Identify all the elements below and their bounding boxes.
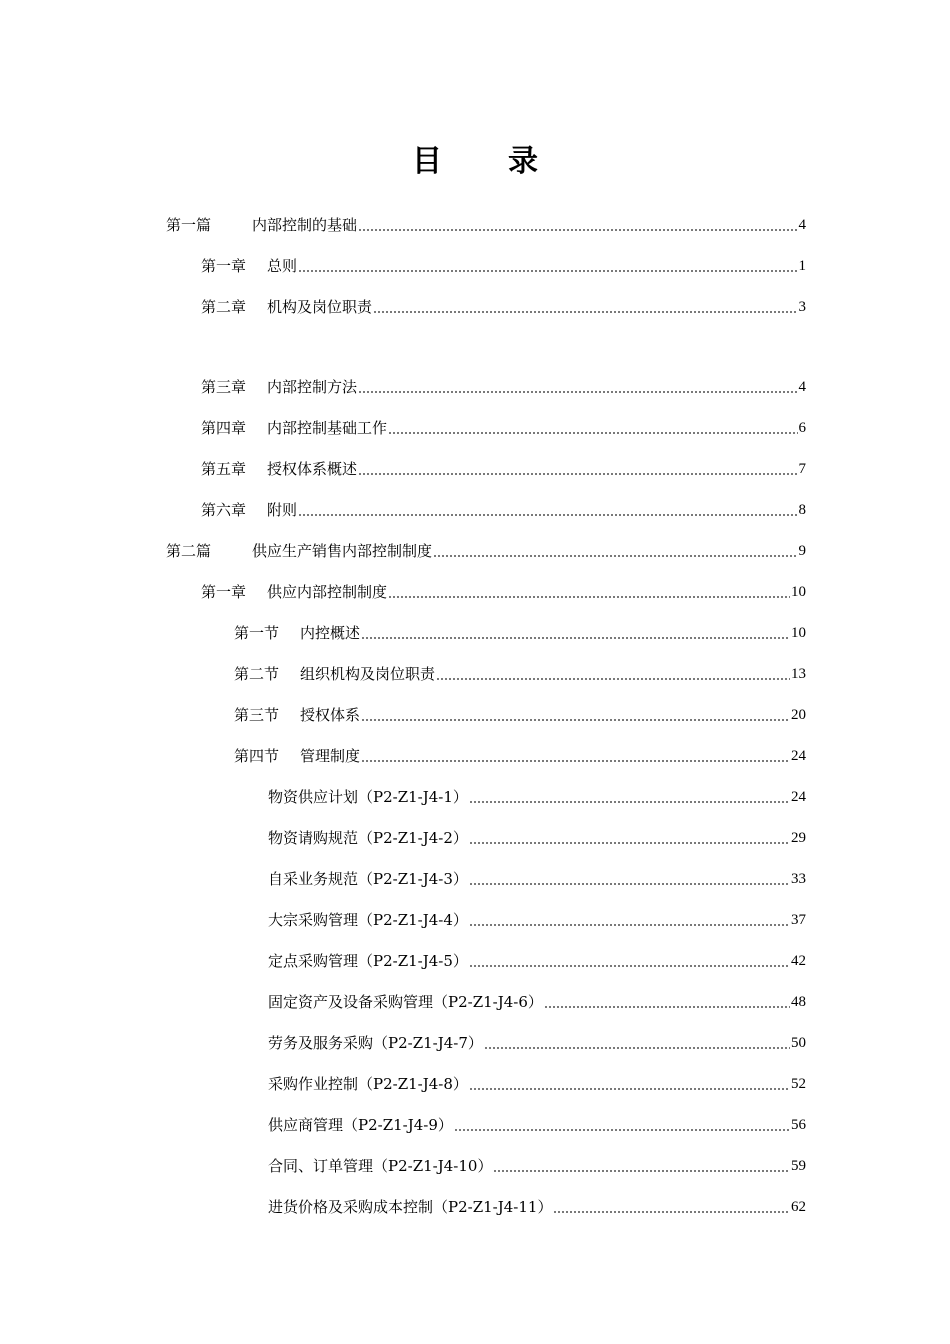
dot-leader [469,869,790,889]
toc-entry[interactable] [234,735,806,776]
toc-entry-label: 大宗采购管理（P2-Z1-J4-4） [268,910,468,929]
toc-entry-label: 劳务及服务采购（P2-Z1-J4-7） [268,1033,483,1052]
toc-entry-number: 第五章 [201,459,247,478]
toc-entry-label: 总则 [267,256,298,275]
dot-leader [358,377,797,397]
toc-entry-page: 6 [798,419,806,436]
toc-entry[interactable] [234,612,806,653]
dot-leader [469,910,790,930]
toc-entry-label: 供应商管理（P2-Z1-J4-9） [268,1115,453,1134]
dot-leader [469,951,790,971]
toc-entry[interactable] [268,1145,806,1186]
toc-entry[interactable] [201,407,806,448]
toc-entry-label: 供应生产销售内部控制制度 [252,541,433,560]
dot-leader [493,1156,790,1176]
toc-entry-label: 进货价格及采购成本控制（P2-Z1-J4-11） [268,1197,553,1216]
toc-entry-label: 授权体系概述 [267,459,358,478]
toc-entry[interactable] [201,489,806,530]
dot-leader [469,1074,790,1094]
toc-entry-label: 机构及岗位职责 [267,297,373,316]
dot-leader [358,459,797,479]
toc-entry[interactable] [201,366,806,407]
toc-entry[interactable] [234,694,806,735]
dot-leader [469,828,790,848]
toc-entry-page: 8 [798,501,806,518]
toc-entry-page: 20 [791,706,806,723]
toc-entry-label: 物资请购规范（P2-Z1-J4-2） [268,828,468,847]
toc-entry-label: 采购作业控制（P2-Z1-J4-8） [268,1074,468,1093]
dot-leader [553,1197,790,1217]
toc-entry[interactable] [268,858,806,899]
toc-entry-page: 50 [791,1034,806,1051]
toc-entry-page: 37 [791,911,806,928]
title-char-right: 录 [508,144,538,179]
toc-entry-label: 组织机构及岗位职责 [300,664,436,683]
toc-entry[interactable] [166,204,806,245]
dot-leader [361,746,790,766]
toc-entry-label: 内部控制方法 [267,377,358,396]
title-char-left: 目 [412,144,442,179]
toc-entry-page: 4 [798,378,806,395]
toc-entry-label: 物资供应计划（P2-Z1-J4-1） [268,787,468,806]
toc-entry-page: 29 [791,829,806,846]
dot-leader [388,582,790,602]
toc-entry[interactable] [201,571,806,612]
toc-entry-page: 10 [791,624,806,641]
dot-leader [484,1033,790,1053]
toc-entry-label: 内部控制的基础 [252,215,358,234]
toc-entry[interactable] [268,981,806,1022]
page-title [0,140,950,184]
toc-entry[interactable] [166,530,806,571]
toc-entry-page: 1 [798,257,806,274]
toc-entry[interactable] [268,1186,806,1227]
toc-entry-label: 内部控制基础工作 [267,418,388,437]
toc-entry-page: 62 [791,1198,806,1215]
toc-entry[interactable] [268,776,806,817]
dot-leader [361,705,790,725]
toc-entry-label: 合同、订单管理（P2-Z1-J4-10） [268,1156,493,1175]
toc-entry-page: 42 [791,952,806,969]
toc-entry-number: 第六章 [201,500,247,519]
toc-entry[interactable] [234,653,806,694]
toc-entry-page: 24 [791,747,806,764]
toc-entry-label: 供应内部控制制度 [267,582,388,601]
toc-entry-page: 3 [798,298,806,315]
dot-leader [361,623,790,643]
toc-entry-page: 13 [791,665,806,682]
dot-leader [388,418,797,438]
dot-leader [433,541,797,561]
toc-entry-number: 第一篇 [166,215,212,234]
toc-entry-number: 第一章 [201,582,247,601]
toc-entry-page: 7 [798,460,806,477]
dot-leader [298,256,797,276]
toc-entry-page: 33 [791,870,806,887]
toc-entry-number: 第二节 [234,664,280,683]
dot-leader [358,215,797,235]
dot-leader [373,297,797,317]
toc-entry-page: 10 [791,583,806,600]
toc-entry[interactable] [268,1104,806,1145]
toc-entry-label: 固定资产及设备采购管理（P2-Z1-J4-6） [268,992,543,1011]
toc-entry-page: 52 [791,1075,806,1092]
toc-entry-number: 第三章 [201,377,247,396]
dot-leader [298,500,797,520]
toc-entry-number: 第四章 [201,418,247,437]
toc-entry[interactable] [268,1063,806,1104]
toc-entry[interactable] [268,817,806,858]
toc-entry-label: 附则 [267,500,298,519]
toc-entry-number: 第一节 [234,623,280,642]
toc-entry[interactable] [268,940,806,981]
toc-entry[interactable] [201,245,806,286]
toc-entry-label: 授权体系 [300,705,361,724]
toc-entry[interactable] [201,448,806,489]
toc-entry[interactable] [268,1022,806,1063]
toc-entry-page: 4 [798,216,806,233]
toc-entry-number: 第四节 [234,746,280,765]
toc-entry-label: 内控概述 [300,623,361,642]
dot-leader [436,664,790,684]
toc-entry[interactable] [268,899,806,940]
toc-entry-label: 定点采购管理（P2-Z1-J4-5） [268,951,468,970]
toc-entry-number: 第二章 [201,297,247,316]
toc-entry[interactable] [201,286,806,327]
toc-entry-number: 第二篇 [166,541,212,560]
dot-leader [469,787,790,807]
toc-entry-page: 59 [791,1157,806,1174]
toc-entry-number: 第三节 [234,705,280,724]
toc-entry-label: 管理制度 [300,746,361,765]
toc-entry-page: 48 [791,993,806,1010]
toc-entry-number: 第一章 [201,256,247,275]
dot-leader [454,1115,790,1135]
toc-entry-page: 24 [791,788,806,805]
toc-entry-label: 自采业务规范（P2-Z1-J4-3） [268,869,468,888]
toc-entry-page: 9 [798,542,806,559]
toc-entry-page: 56 [791,1116,806,1133]
dot-leader [544,992,790,1012]
